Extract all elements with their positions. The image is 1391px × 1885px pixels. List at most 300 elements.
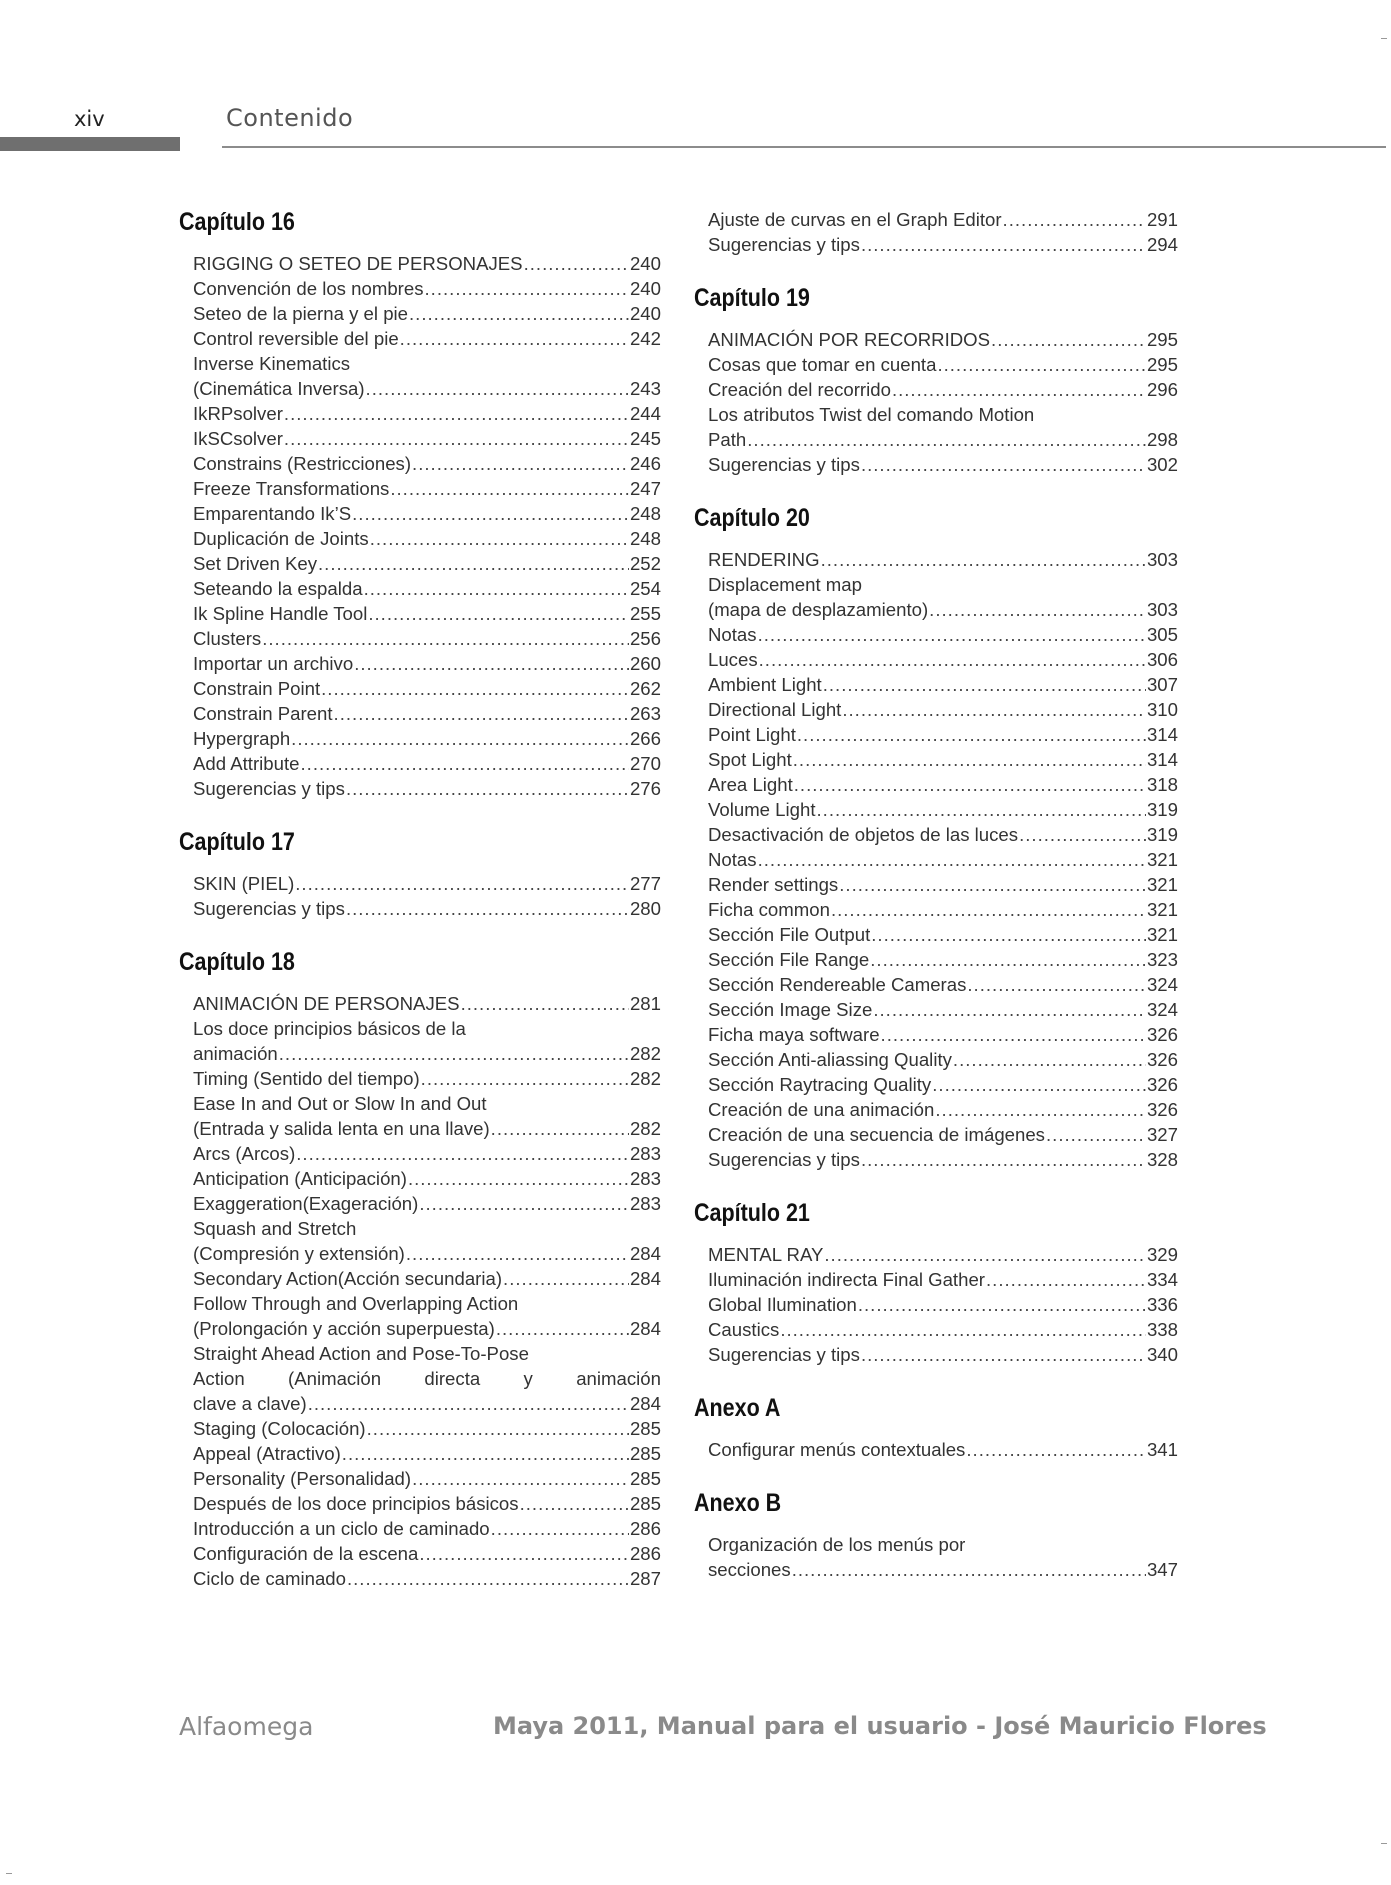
toc-section <box>694 1488 1178 1582</box>
toc-entry-page: 326 <box>1146 1024 1178 1045</box>
toc-entry <box>193 426 661 451</box>
chapter-heading: Capítulo 19 <box>694 284 810 312</box>
toc-entry-page: 285 <box>629 1493 661 1514</box>
toc-entry-page: 295 <box>1146 354 1178 375</box>
toc-entry-list <box>179 251 661 801</box>
dot-leader <box>758 847 1146 872</box>
toc-entry <box>708 377 1178 402</box>
dot-leader <box>291 726 629 751</box>
toc-entry <box>193 1541 661 1566</box>
toc-entry-page: 294 <box>1146 234 1178 255</box>
toc-entry-title: Luces <box>708 649 758 670</box>
toc-entry-page: 246 <box>629 453 661 474</box>
chapter-heading: Capítulo 20 <box>694 504 810 532</box>
toc-entry-title: Set Driven Key <box>193 553 318 574</box>
running-header-title: Contenido <box>226 104 354 132</box>
dot-leader <box>929 597 1146 622</box>
toc-entry-page: 328 <box>1146 1149 1178 1170</box>
toc-entry-title: Sugerencias y tips <box>708 234 860 255</box>
toc-entry-title: Ficha common <box>708 899 830 920</box>
toc-entry-list <box>179 871 661 921</box>
toc-entry-page: 321 <box>1146 924 1178 945</box>
toc-entry <box>708 922 1178 947</box>
toc-entry-page: 302 <box>1146 454 1178 475</box>
toc-entry-page: 260 <box>629 653 661 674</box>
toc-entry-page: 329 <box>1146 1244 1178 1265</box>
toc-entry-title: (mapa de desplazamiento) <box>708 599 929 620</box>
dot-leader <box>1003 207 1146 232</box>
toc-entry <box>193 1116 661 1141</box>
dot-leader <box>861 232 1146 257</box>
toc-entry-page: 323 <box>1146 949 1178 970</box>
toc-entry <box>708 1317 1178 1342</box>
toc-entry-title: Iluminación indirecta Final Gather <box>708 1269 985 1290</box>
toc-entry <box>193 551 661 576</box>
header-bar <box>0 137 180 151</box>
toc-entry <box>708 847 1178 872</box>
dot-leader <box>284 426 629 451</box>
dot-leader <box>318 551 629 576</box>
toc-entry-page: 284 <box>629 1268 661 1289</box>
toc-entry-title: Directional Light <box>708 699 842 720</box>
dot-leader <box>308 1391 629 1416</box>
toc-entry-page: 283 <box>629 1168 661 1189</box>
dot-leader <box>794 772 1146 797</box>
toc-entry-page: 336 <box>1146 1294 1178 1315</box>
dot-leader <box>780 1317 1146 1342</box>
toc-entry-title: Creación de una secuencia de imágenes <box>708 1124 1045 1145</box>
toc-entry-page: 283 <box>629 1143 661 1164</box>
toc-entry-page: 347 <box>1146 1559 1178 1580</box>
toc-entry-title: Path <box>708 429 747 450</box>
toc-entry-page: 284 <box>629 1243 661 1264</box>
toc-section <box>694 207 1178 257</box>
dot-leader <box>279 1041 629 1066</box>
toc-entry-page: 252 <box>629 553 661 574</box>
toc-entry-page: 314 <box>1146 749 1178 770</box>
dot-leader <box>1019 822 1146 847</box>
toc-entry <box>708 1267 1178 1292</box>
toc-entry <box>193 1191 661 1216</box>
toc-entry-title: Creación del recorrido <box>708 379 891 400</box>
toc-entry-title: (Compresión y extensión) <box>193 1243 405 1264</box>
toc-entry-title: Spot Light <box>708 749 792 770</box>
toc-entry <box>193 1391 661 1416</box>
toc-entry <box>708 427 1178 452</box>
toc-entry-page: 310 <box>1146 699 1178 720</box>
toc-entry <box>193 626 661 651</box>
toc-entry <box>193 476 661 501</box>
toc-entry-title: (Entrada y salida lenta en una llave) <box>193 1118 490 1139</box>
toc-entry-title: Sección File Output <box>708 924 871 945</box>
toc-entry-title: Notas <box>708 624 757 645</box>
toc-entry-title: (Cinemática Inversa) <box>193 378 365 399</box>
toc-entry <box>193 601 661 626</box>
dot-leader <box>758 622 1146 647</box>
dot-leader <box>839 872 1146 897</box>
toc-entry-word: y <box>523 1368 533 1389</box>
toc-entry-page: 321 <box>1146 899 1178 920</box>
toc-entry-title: Sugerencias y tips <box>708 1149 860 1170</box>
toc-entry-title: Constrain Parent <box>193 703 333 724</box>
dot-leader <box>967 972 1146 997</box>
dot-leader <box>370 526 629 551</box>
dot-leader <box>797 722 1146 747</box>
toc-entry <box>193 451 661 476</box>
toc-entry-title: Clusters <box>193 628 262 649</box>
dot-leader <box>491 1116 629 1141</box>
toc-entry-page: 286 <box>629 1543 661 1564</box>
toc-entry-title: Ambient Light <box>708 674 822 695</box>
toc-entry-page: 314 <box>1146 724 1178 745</box>
toc-entry-title: ANIMACIÓN DE PERSONAJES <box>193 993 460 1014</box>
toc-entry-page: 242 <box>629 328 661 349</box>
toc-entry-page: 255 <box>629 603 661 624</box>
toc-entry <box>193 1141 661 1166</box>
toc-entry-page: 327 <box>1146 1124 1178 1145</box>
toc-entry-list <box>694 1532 1178 1582</box>
toc-entry <box>708 772 1178 797</box>
toc-entry-title: Secondary Action(Acción secundaria) <box>193 1268 503 1289</box>
dot-leader <box>295 871 629 896</box>
toc-entry-title: IkRPsolver <box>193 403 283 424</box>
toc-entry <box>708 1242 1178 1267</box>
toc-entry-title: Sugerencias y tips <box>193 898 345 919</box>
toc-entry <box>193 251 661 276</box>
toc-entry-page: 276 <box>629 778 661 799</box>
toc-entry-list <box>179 991 661 1591</box>
toc-entry-page: 324 <box>1146 974 1178 995</box>
toc-entry-page: 247 <box>629 478 661 499</box>
toc-entry <box>708 1072 1178 1097</box>
toc-entry-page: 318 <box>1146 774 1178 795</box>
dot-leader <box>425 276 629 301</box>
toc-entry <box>708 232 1178 257</box>
toc-entry-page: 240 <box>629 253 661 274</box>
toc-entry <box>708 997 1178 1022</box>
toc-entry-list <box>694 547 1178 1172</box>
toc-entry-title: Caustics <box>708 1319 780 1340</box>
toc-entry <box>193 326 661 351</box>
toc-entry <box>708 452 1178 477</box>
toc-entry-word: directa <box>424 1368 481 1389</box>
dot-leader <box>419 1541 629 1566</box>
toc-entry-page: 284 <box>629 1318 661 1339</box>
toc-entry-page: 306 <box>1146 649 1178 670</box>
crop-mark <box>6 1873 12 1874</box>
dot-leader <box>262 626 629 651</box>
toc-entry-title: Ficha maya software <box>708 1024 880 1045</box>
dot-leader <box>759 647 1146 672</box>
dot-leader <box>408 1166 629 1191</box>
toc-entry <box>193 991 661 1016</box>
toc-entry <box>193 1516 661 1541</box>
toc-entry-page: 321 <box>1146 874 1178 895</box>
dot-leader <box>296 1141 629 1166</box>
toc-entry-title: (Prolongación y acción superpuesta) <box>193 1318 495 1339</box>
toc-entry-page: 285 <box>629 1418 661 1439</box>
toc-entry-title: Cosas que tomar en cuenta <box>708 354 937 375</box>
toc-right-column <box>694 207 1178 1608</box>
dot-leader <box>496 1316 629 1341</box>
toc-entry <box>193 1066 661 1091</box>
dot-leader <box>823 672 1146 697</box>
toc-entry-title: Timing (Sentido del tiempo) <box>193 1068 420 1089</box>
toc-entry-title: Sección Rendereable Cameras <box>708 974 967 995</box>
toc-entry <box>708 1557 1178 1582</box>
dot-leader <box>421 1066 629 1091</box>
toc-entry-title: animación <box>193 1043 278 1064</box>
toc-entry <box>193 376 661 401</box>
toc-entry-page: 256 <box>629 628 661 649</box>
dot-leader <box>935 1097 1146 1122</box>
toc-entry <box>193 1041 661 1066</box>
dot-leader <box>346 776 629 801</box>
toc-entry-page: 319 <box>1146 799 1178 820</box>
toc-section <box>694 283 1178 477</box>
dot-leader <box>842 697 1146 722</box>
toc-entry <box>708 207 1178 232</box>
dot-leader <box>352 501 629 526</box>
toc-entry <box>708 947 1178 972</box>
chapter-heading: Anexo B <box>694 1489 782 1517</box>
toc-entry <box>193 351 661 376</box>
toc-entry-title: Straight Ahead Action and Pose-To-Pose <box>193 1343 529 1364</box>
toc-entry-page: 284 <box>629 1393 661 1414</box>
dot-leader <box>966 1437 1146 1462</box>
toc-entry <box>193 896 661 921</box>
toc-entry-title: Displacement map <box>708 574 862 595</box>
toc-entry-page: 254 <box>629 578 661 599</box>
dot-leader <box>881 1022 1146 1047</box>
toc-entry <box>708 1147 1178 1172</box>
toc-entry-page: 303 <box>1146 549 1178 570</box>
toc-entry <box>708 797 1178 822</box>
toc-entry-list <box>694 327 1178 477</box>
toc-entry <box>708 897 1178 922</box>
dot-leader <box>1046 1122 1146 1147</box>
toc-entry-title: ANIMACIÓN POR RECORRIDOS <box>708 329 991 350</box>
toc-entry-page: 307 <box>1146 674 1178 695</box>
toc-entry <box>193 526 661 551</box>
toc-entry-list <box>694 1242 1178 1367</box>
toc-entry-page: 282 <box>629 1068 661 1089</box>
dot-leader <box>419 1191 629 1216</box>
toc-entry-page: 244 <box>629 403 661 424</box>
toc-entry-title: Configurar menús contextuales <box>708 1439 966 1460</box>
toc-entry <box>193 751 661 776</box>
toc-entry-title: Exaggeration(Exageración) <box>193 1193 419 1214</box>
toc-entry-title: Sugerencias y tips <box>708 454 860 475</box>
toc-entry <box>708 622 1178 647</box>
toc-entry-title: Sección File Range <box>708 949 870 970</box>
toc-entry-title: Convención de los nombres <box>193 278 424 299</box>
toc-entry-page: 243 <box>629 378 661 399</box>
crop-mark <box>1381 1843 1387 1844</box>
toc-entry-page: 305 <box>1146 624 1178 645</box>
dot-leader <box>932 1072 1146 1097</box>
toc-entry-list <box>694 1437 1178 1462</box>
toc-entry-page: 281 <box>629 993 661 1014</box>
toc-entry-title: Appeal (Atractivo) <box>193 1443 341 1464</box>
toc-entry-title: Ajuste de curvas en el Graph Editor <box>708 209 1002 230</box>
toc-section <box>179 207 661 801</box>
dot-leader <box>334 701 629 726</box>
toc-entry <box>193 726 661 751</box>
toc-entry <box>193 301 661 326</box>
dot-leader <box>346 896 629 921</box>
toc-entry-title: Arcs (Arcos) <box>193 1143 296 1164</box>
toc-entry-title: Anticipation (Anticipación) <box>193 1168 407 1189</box>
toc-entry-page: 282 <box>629 1043 661 1064</box>
toc-entry-title: Desactivación de objetos de las luces <box>708 824 1019 845</box>
dot-leader <box>861 1147 1146 1172</box>
toc-entry <box>193 501 661 526</box>
crop-mark <box>1381 38 1387 39</box>
toc-section <box>694 1198 1178 1367</box>
toc-entry-title: Seteo de la pierna y el pie <box>193 303 409 324</box>
dot-leader <box>858 1292 1146 1317</box>
toc-entry-title: Los atributos Twist del comando Motion <box>708 404 1035 425</box>
toc-entry-word: (Animación <box>288 1368 382 1389</box>
dot-leader <box>817 797 1146 822</box>
toc-entry <box>193 1241 661 1266</box>
toc-entry-title: Ik Spline Handle Tool <box>193 603 368 624</box>
dot-leader <box>412 451 629 476</box>
dot-leader <box>300 751 628 776</box>
toc-entry-title: secciones <box>708 1559 791 1580</box>
dot-leader <box>412 1466 629 1491</box>
toc-entry <box>708 1022 1178 1047</box>
dot-leader <box>892 377 1146 402</box>
toc-entry-page: 280 <box>629 898 661 919</box>
toc-entry <box>193 1016 661 1041</box>
toc-entry-title: Después de los doce principios básicos <box>193 1493 519 1514</box>
toc-entry-title: Ciclo de caminado <box>193 1568 346 1589</box>
dot-leader <box>986 1267 1146 1292</box>
toc-entry-title: Control reversible del pie <box>193 328 399 349</box>
toc-entry-title: MENTAL RAY <box>708 1244 824 1265</box>
dot-leader <box>390 476 629 501</box>
toc-entry-title: Configuración de la escena <box>193 1543 419 1564</box>
dot-leader <box>824 1242 1146 1267</box>
dot-leader <box>409 301 629 326</box>
toc-entry-title: Personality (Personalidad) <box>193 1468 412 1489</box>
dot-leader <box>870 947 1146 972</box>
toc-entry-title: Duplicación de Joints <box>193 528 369 549</box>
toc-entry-title: Sugerencias y tips <box>193 778 345 799</box>
toc-entry-page: 326 <box>1146 1074 1178 1095</box>
toc-entry-page: 334 <box>1146 1269 1178 1290</box>
toc-entry-title: Sección Raytracing Quality <box>708 1074 932 1095</box>
toc-entry <box>708 1292 1178 1317</box>
toc-entry-title: Point Light <box>708 724 796 745</box>
toc-entry <box>708 722 1178 747</box>
footer-publisher: Alfaomega <box>179 1712 314 1741</box>
toc-section <box>694 1393 1178 1462</box>
toc-entry-page: 263 <box>629 703 661 724</box>
toc-entry <box>708 597 1178 622</box>
dot-leader <box>991 327 1146 352</box>
toc-entry-title: Volume Light <box>708 799 816 820</box>
dot-leader <box>937 352 1146 377</box>
dot-leader <box>354 651 629 676</box>
toc-entry-title: Seteando la espalda <box>193 578 363 599</box>
dot-leader <box>406 1241 629 1266</box>
toc-entry <box>193 676 661 701</box>
toc-entry-title: Creación de una animación <box>708 1099 935 1120</box>
toc-entry <box>708 572 1178 597</box>
toc-entry-title: Sección Image Size <box>708 999 873 1020</box>
chapter-heading: Capítulo 21 <box>694 1199 810 1227</box>
toc-entry <box>193 1466 661 1491</box>
toc-entry <box>708 352 1178 377</box>
toc-entry-title: Area Light <box>708 774 793 795</box>
dot-leader <box>831 897 1146 922</box>
toc-entry-title: Los doce principios básicos de la <box>193 1018 466 1039</box>
toc-entry-title: Inverse Kinematics <box>193 353 351 374</box>
toc-entry-title: Sección Anti-aliassing Quality <box>708 1049 952 1070</box>
toc-left-column <box>179 207 661 1617</box>
toc-entry <box>193 576 661 601</box>
dot-leader <box>347 1566 629 1591</box>
dot-leader <box>871 922 1146 947</box>
toc-entry <box>708 1342 1178 1367</box>
toc-entry-page: 285 <box>629 1468 661 1489</box>
toc-entry <box>193 651 661 676</box>
toc-entry-page: 286 <box>629 1518 661 1539</box>
toc-entry-page: 285 <box>629 1443 661 1464</box>
toc-entry-page: 341 <box>1146 1439 1178 1460</box>
chapter-heading: Capítulo 17 <box>179 828 295 856</box>
toc-entry-page: 303 <box>1146 599 1178 620</box>
toc-entry <box>193 776 661 801</box>
toc-entry-title: Constrain Point <box>193 678 321 699</box>
toc-entry-page: 295 <box>1146 329 1178 350</box>
toc-entry-page: 277 <box>629 873 661 894</box>
toc-entry <box>193 701 661 726</box>
toc-entry <box>708 547 1178 572</box>
dot-leader <box>747 427 1146 452</box>
toc-entry-title: clave a clave) <box>193 1393 307 1414</box>
toc-entry-title: Introducción a un ciclo de caminado <box>193 1518 490 1539</box>
dot-leader <box>792 1557 1146 1582</box>
toc-entry-page: 338 <box>1146 1319 1178 1340</box>
toc-entry-page: 248 <box>629 503 661 524</box>
toc-entry-page: 319 <box>1146 824 1178 845</box>
dot-leader <box>461 991 629 1016</box>
toc-entry-title: Render settings <box>708 874 839 895</box>
toc-entry-title: Constrains (Restricciones) <box>193 453 412 474</box>
chapter-heading: Anexo A <box>694 1394 781 1422</box>
dot-leader <box>342 1441 629 1466</box>
dot-leader <box>321 676 629 701</box>
toc-entry <box>193 1291 661 1316</box>
toc-entry-title: Importar un archivo <box>193 653 354 674</box>
toc-entry-page: 282 <box>629 1118 661 1139</box>
dot-leader <box>364 576 629 601</box>
toc-entry-title: Freeze Transformations <box>193 478 390 499</box>
toc-entry-title: Organización de los menús por <box>708 1534 966 1555</box>
toc-entry-title: Global Ilumination <box>708 1294 857 1315</box>
toc-entry <box>193 1566 661 1591</box>
toc-entry-page: 321 <box>1146 849 1178 870</box>
toc-entry-page: 326 <box>1146 1099 1178 1120</box>
dot-leader <box>520 1491 629 1516</box>
dot-leader <box>821 547 1146 572</box>
chapter-heading: Capítulo 16 <box>179 208 295 236</box>
toc-entry-title: Squash and Stretch <box>193 1218 357 1239</box>
